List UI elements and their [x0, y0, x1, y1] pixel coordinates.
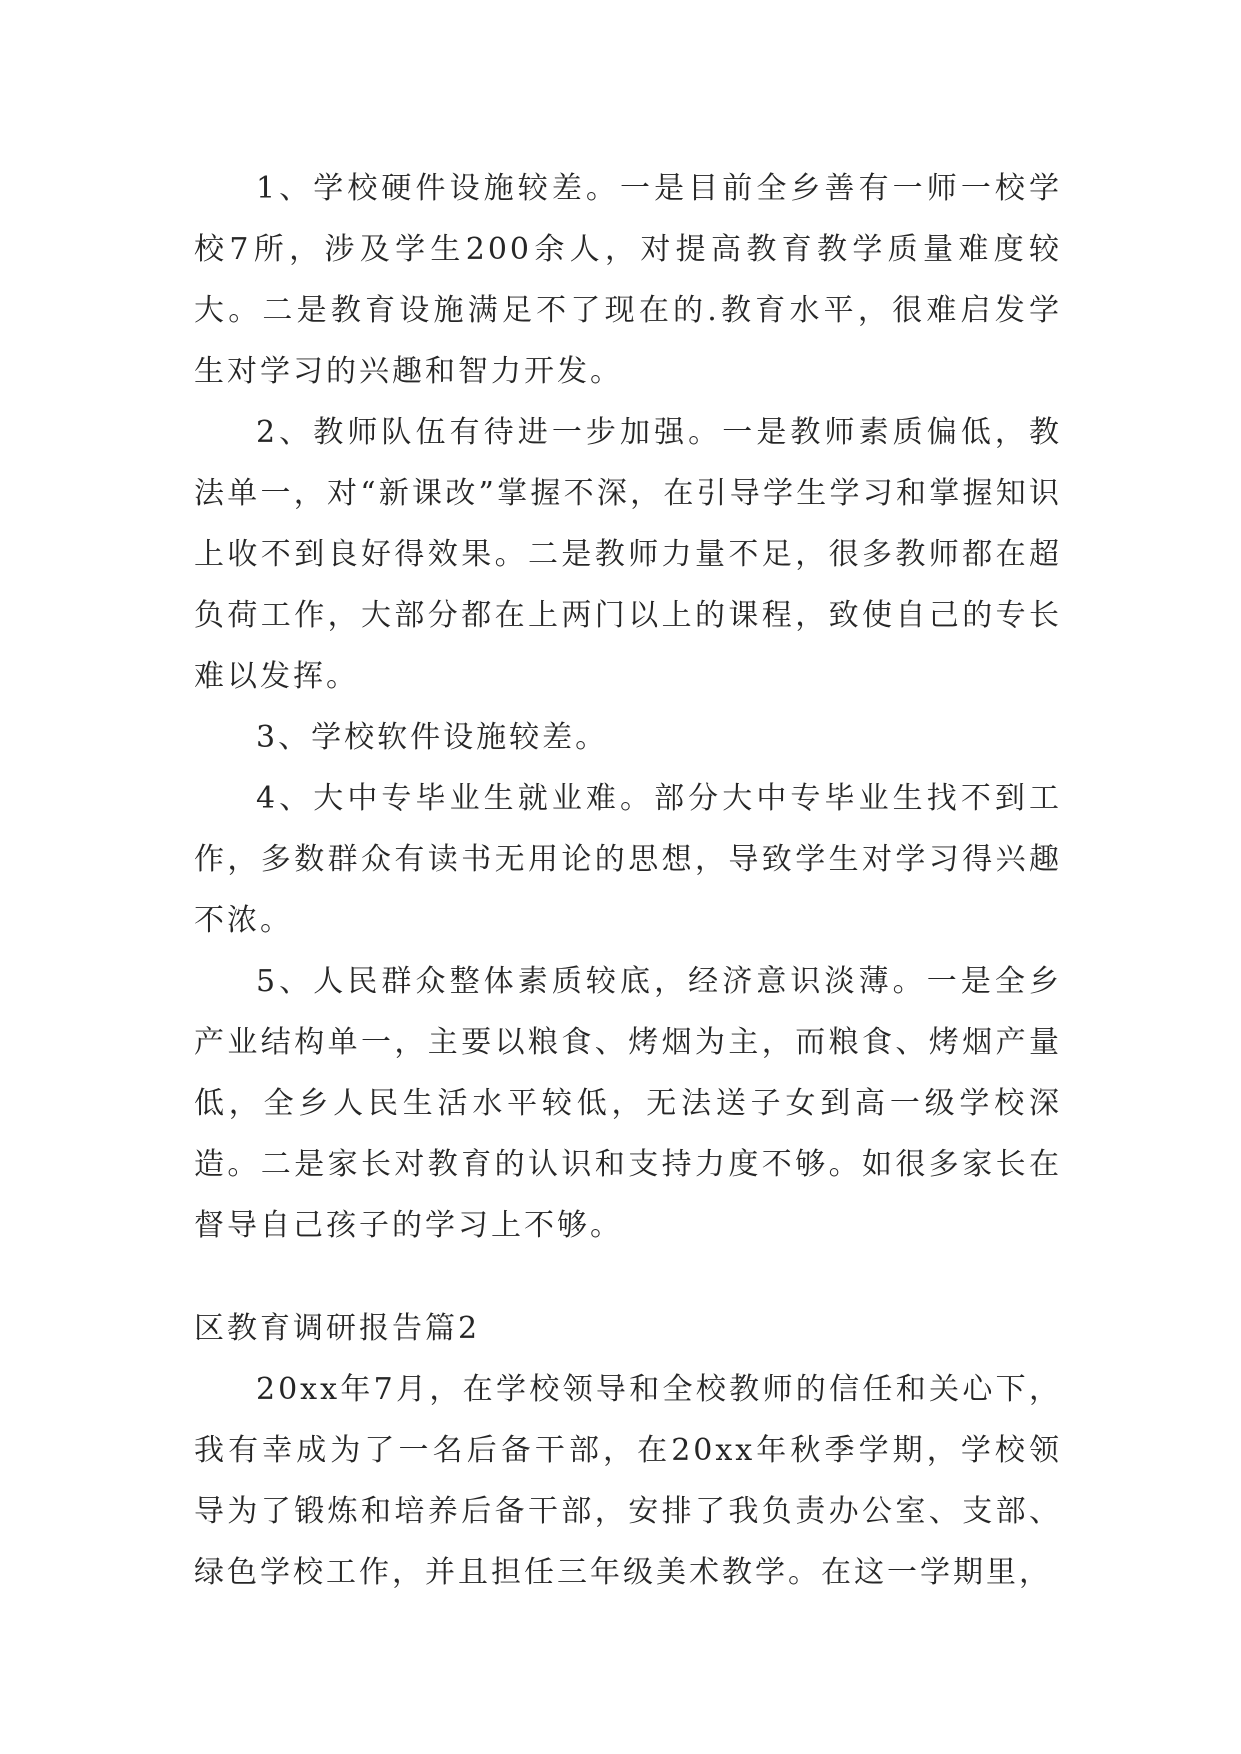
paragraph-public-quality: 5、人民群众整体素质较底，经济意识淡薄。一是全乡产业结构单一，主要以粮食、烤烟为主，而粮食、烤烟产量低，全乡人民生活水平较低，无法送子女到高一级学校深造。二是家长对教育的认识和支持力度不够。如很多家长在督导自己孩子的学习上不够。: [194, 964, 1062, 1243]
paragraph-reserve-cadre: 20xx年7月，在学校领导和全校教师的信任和关心下，我有幸成为了一名后备干部，在20xx年秋季学期，学校领导为了锻炼和培养后备干部，安排了我负责办公室、支部、绿色学校工作，并且担任三年级美术教学。在这一学期里，: [194, 1372, 1062, 1590]
paragraph-software-facilities: 3、学校软件设施较差。: [256, 720, 609, 755]
paragraph-teacher-team: 2、教师队伍有待进一步加强。一是教师素质偏低，教法单一，对“新课改”掌握不深，在引导学生学习和掌握知识上收不到良好得效果。二是教师力量不足，很多教师都在超负荷工作，大部分都在上两门以上的课程，致使自己的专长难以发挥。: [194, 415, 1062, 694]
section-heading: 区教育调研报告篇2: [194, 1311, 481, 1346]
document-body: [194, 158, 1062, 1603]
paragraph-graduate-employment: 4、大中专毕业生就业难。部分大中专毕业生找不到工作，多数群众有读书无用论的思想，导致学生对学习得兴趣不浓。: [194, 781, 1062, 938]
paragraph-hardware-facilities: 1、学校硬件设施较差。一是目前全乡善有一师一校学校7所，涉及学生200余人，对提高教育教学质量难度较大。二是教育设施满足不了现在的.教育水平，很难启发学生对学习的兴趣和智力开发。: [194, 171, 1062, 389]
